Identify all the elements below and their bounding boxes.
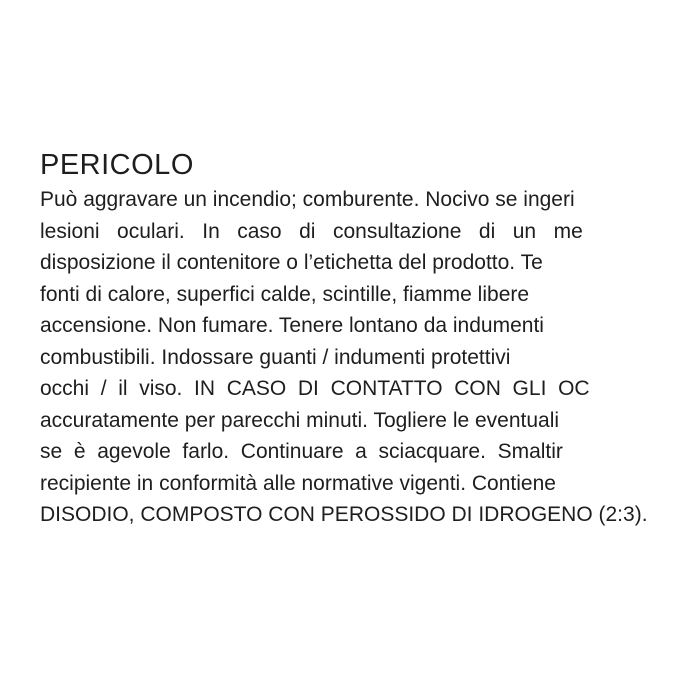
statement-line: DISODIO, COMPOSTO CON PEROSSIDO DI IDROGENO (2:3).	[40, 503, 648, 526]
statement-line: occhi / il viso. IN CASO DI CONTATTO CON GLI OC	[40, 377, 590, 400]
hazard-statement-block	[40, 148, 700, 531]
statement-line: fonti di calore, superfici calde, scintille, fiamme libere	[40, 282, 530, 306]
statement-line: disposizione il contenitore o l’etichetta del prodotto. Te	[40, 251, 543, 274]
statement-line: Può aggravare un incendio; comburente. Nocivo se ingeri	[40, 188, 575, 211]
statement-line: se è agevole farlo. Continuare a sciacquare. Smaltir	[40, 440, 563, 463]
statement-line: lesioni oculari. In caso di consultazione di un me	[40, 219, 583, 243]
signal-word-heading: PERICOLO	[40, 149, 194, 181]
statement-line: accuratamente per parecchi minuti. Togliere le eventuali	[40, 408, 560, 432]
statement-line: accensione. Non fumare. Tenere lontano da indumenti	[40, 314, 544, 337]
statement-line: combustibili. Indossare guanti / indumenti protettivi	[40, 345, 511, 369]
statement-line: recipiente in conformità alle normative vigenti. Contiene	[40, 471, 556, 495]
